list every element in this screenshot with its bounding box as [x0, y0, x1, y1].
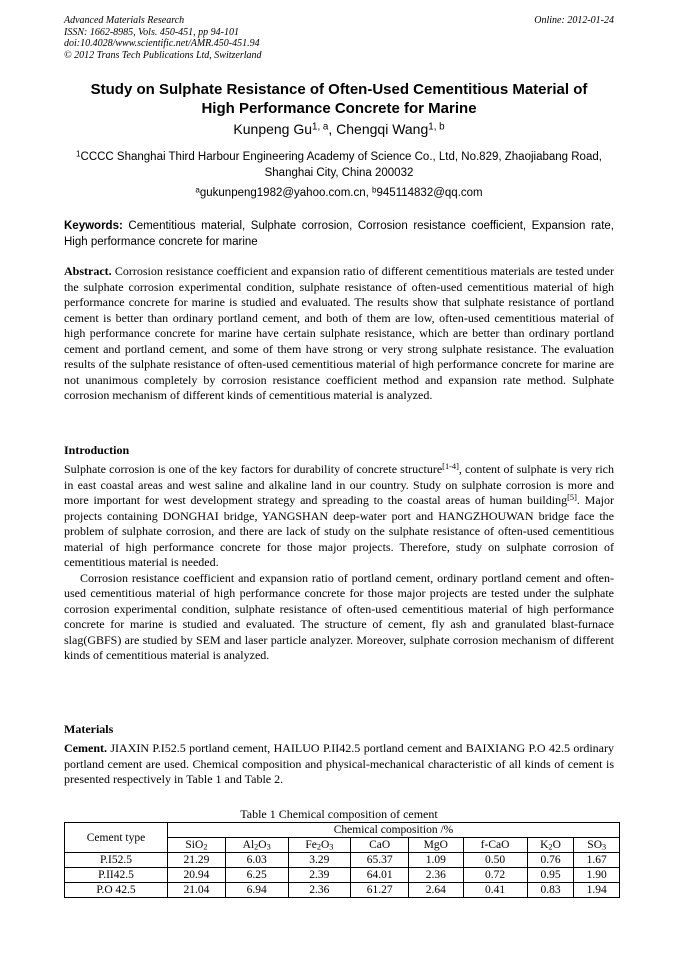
- abstract: [64, 264, 614, 404]
- col-header-oxide: [288, 838, 351, 853]
- introduction-body: [64, 462, 614, 664]
- oxide-subscript: 2: [254, 842, 259, 852]
- oxide-subscript: 3: [266, 842, 271, 852]
- table-cell: 0.76: [527, 853, 574, 868]
- intro-p1-part-c: . Major projects containing DONGHAI bridge, YANGSHAN deep-water port and HANGZHOUWAN bridge face the problem of sulphate corrosion, and there are lack of study on the sulphate resistance of often-used cementitious material of high performance concrete for those major projects. Therefore, study on sulphate corrosion of cementitious material is needed.: [64, 493, 614, 569]
- online-date: Online: 2012-01-24: [534, 15, 614, 26]
- oxide-symbol: MgO: [423, 839, 448, 851]
- col-header-oxide: [168, 838, 226, 853]
- affiliation-sup: 1: [76, 149, 81, 159]
- table-cell: 0.72: [463, 868, 527, 883]
- email-a-sup: a: [195, 185, 200, 195]
- cement-type-cell: P.O 42.5: [65, 883, 168, 898]
- table-row: [65, 853, 620, 868]
- col-header-oxide: [351, 838, 409, 853]
- oxide-subscript: 3: [329, 842, 334, 852]
- abstract-text: Corrosion resistance coefficient and expansion ratio of different cementitious materials are tested under the sulphate corrosion experimental condition, sulphate resistance of often-used cementitious material of high performance concrete for marine is studied and evaluated. The results show that sulphate resistance of portland cement is better than ordinary portland cement, and both of them are low, often-used cementitious material of high performance concrete for marine have certain sulphate resistance, which are better than ordinary portland cement and portland cement, and some of them have strong or very strong sulphate resistance. The evaluation results of the sulphate resistance of often-used cementitious material of high performance concrete for marine are not unanimous completely by corrosion resistance coefficient method and expansion rate method. Sulphate corrosion mechanism of different kinds of cementitious material is analyzed.: [64, 264, 614, 402]
- introduction-heading: Introduction: [64, 443, 130, 457]
- intro-p1-part-b: , content of sulphate is very rich in east coastal areas and west saline and alkaline land in our country. Study on sulphate corrosion is more and more important for west development strategy and spreading to the coastal areas of human building: [64, 462, 614, 507]
- table-row: [65, 868, 620, 883]
- oxide-symbol: O: [258, 839, 267, 851]
- table-cell: 20.94: [168, 868, 226, 883]
- col-header-oxide: [463, 838, 527, 853]
- cement-paragraph: [64, 741, 614, 788]
- oxide-symbol: SiO: [185, 839, 204, 851]
- author-emails: [64, 185, 614, 201]
- table-row: [65, 883, 620, 898]
- materials-heading: Materials: [64, 722, 114, 736]
- col-header-oxide: [225, 838, 288, 853]
- oxide-symbol: Al: [242, 839, 255, 851]
- title-line-1: Study on Sulphate Resistance of Often-Used Cementitious Material of: [90, 81, 588, 98]
- email-b: 945114832@qq.com: [376, 187, 483, 199]
- table-cell: 1.09: [409, 853, 463, 868]
- table-cell: 6.94: [225, 883, 288, 898]
- email-a: gukunpeng1982@yahoo.com.cn: [199, 187, 366, 199]
- title-line-2: High Performance Concrete for Marine: [201, 100, 477, 117]
- email-separator: ,: [365, 187, 373, 199]
- table-cell: 0.95: [527, 868, 574, 883]
- table-1-caption: Table 1 Chemical composition of cement: [240, 807, 438, 821]
- introduction-paragraph-2: Corrosion resistance coefficient and expansion ratio of portland cement, ordinary portland cement and often-used cementitious material of high performance concrete for those major projects are tested under the sulphate corrosion experimental condition, sulphate resistance of often-used cementitious material of high performance concrete for marine is studied and evaluated. The structure of cement, fly ash and granulated blast-furnace slag(GBFS) are studied by SEM and laser particle analyzer. Moreover, sulphate corrosion mechanism of different kinds of cementitious material is analyzed.: [64, 570, 614, 662]
- citation-1-4: [1-4]: [442, 462, 459, 472]
- table-cell: 6.25: [225, 868, 288, 883]
- col-header-cement-type: Cement type: [65, 823, 168, 853]
- author-list: [64, 120, 614, 138]
- paper-title: [64, 80, 614, 118]
- col-header-oxide: [527, 838, 574, 853]
- table-cell: 61.27: [351, 883, 409, 898]
- oxide-subscript: 2: [203, 842, 208, 852]
- abstract-label: Abstract.: [64, 264, 112, 278]
- table-cell: 65.37: [351, 853, 409, 868]
- introduction-paragraph-1: [64, 462, 614, 571]
- oxide-symbol: f-CaO: [480, 839, 510, 851]
- table-cell: 1.67: [574, 853, 620, 868]
- doi-line: doi:10.4028/www.scientific.net/AMR.450-451.94: [64, 38, 260, 49]
- table-1: [64, 822, 620, 898]
- author-1: Kunpeng Gu: [233, 121, 313, 137]
- oxide-subscript: 2: [548, 842, 553, 852]
- cement-type-cell: P.II42.5: [65, 868, 168, 883]
- keywords-text: Cementitious material, Sulphate corrosion, Corrosion resistance coefficient, Expansion rate, High performance concrete for marine: [64, 220, 614, 248]
- table-cell: 21.29: [168, 853, 226, 868]
- author-2-sup: 1, b: [428, 121, 445, 133]
- journal-header: [64, 15, 262, 61]
- author-2: Chengqi Wang: [336, 121, 429, 137]
- cement-type-cell: P.I52.5: [65, 853, 168, 868]
- cement-text: JIAXIN P.I52.5 portland cement, HAILUO P.II42.5 portland cement and BAIXIANG P.O 42.5 ordinary portland cement are used. Chemical composition and physical-mechanical characteristic of all kinds of cement is presented respectively in Table 1 and Table 2.: [64, 741, 614, 786]
- oxide-subscript: 3: [602, 842, 607, 852]
- affiliation-text: CCCC Shanghai Third Harbour Engineering Academy of Science Co., Ltd, No.829, Zhaojiabang Road, Shanghai City, China 200032: [80, 151, 602, 179]
- table-cell: 3.29: [288, 853, 351, 868]
- intro-p1-part-a: Sulphate corrosion is one of the key factors for durability of concrete structure: [64, 462, 443, 476]
- oxide-symbol: K: [540, 839, 549, 851]
- citation-5: [5]: [567, 493, 577, 503]
- table-cell: 2.36: [409, 868, 463, 883]
- copyright-line: © 2012 Trans Tech Publications Ltd, Switzerland: [64, 49, 262, 61]
- table-cell: 21.04: [168, 883, 226, 898]
- table-cell: 0.83: [527, 883, 574, 898]
- table-cell: 2.64: [409, 883, 463, 898]
- oxide-symbol: Fe: [305, 839, 317, 851]
- table-cell: 6.03: [225, 853, 288, 868]
- author-1-sup: 1, a: [312, 121, 329, 133]
- issn-line: ISSN: 1662-8985, Vols. 450-451, pp 94-101: [64, 26, 239, 38]
- keywords: [64, 219, 614, 250]
- table-cell: 2.36: [288, 883, 351, 898]
- oxide-symbol: SO: [587, 839, 602, 851]
- journal-name: Advanced Materials Research: [64, 15, 185, 26]
- table-cell: 64.01: [351, 868, 409, 883]
- table-cell: 2.39: [288, 868, 351, 883]
- oxide-symbol: O: [320, 839, 330, 851]
- table-cell: 0.50: [463, 853, 527, 868]
- col-header-chemical-composition: Chemical composition /%: [168, 823, 620, 838]
- col-header-oxide: [574, 838, 620, 853]
- keywords-label: Keywords:: [64, 220, 123, 232]
- email-b-sup: b: [372, 185, 377, 195]
- table-cell: 1.94: [574, 883, 620, 898]
- table-cell: 0.41: [463, 883, 527, 898]
- col-header-oxide: [409, 838, 463, 853]
- affiliation: [64, 149, 614, 181]
- author-separator: ,: [328, 121, 337, 137]
- table-cell: 1.90: [574, 868, 620, 883]
- oxide-subscript: 2: [316, 842, 321, 852]
- oxide-symbol: O: [552, 839, 561, 851]
- oxide-symbol: CaO: [369, 839, 391, 851]
- cement-label: Cement.: [64, 741, 107, 755]
